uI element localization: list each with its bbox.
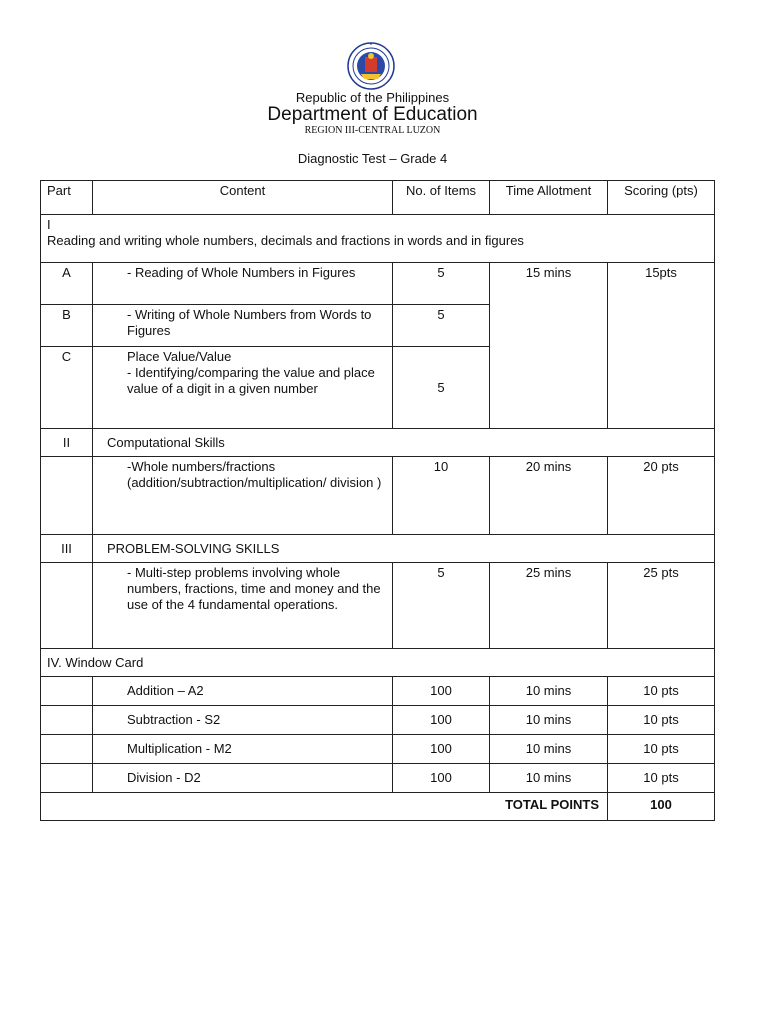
department-title: Department of Education xyxy=(267,104,478,125)
scoring-cell: 25 pts xyxy=(608,563,715,649)
time-cell: 10 mins xyxy=(490,764,608,793)
items-cell: 10 xyxy=(393,457,490,535)
section-row xyxy=(41,429,715,457)
content-cell: - Multi-step problems involving whole numbers, fractions, time and money and the use of the 4 fundamental operations. xyxy=(93,563,393,649)
table-row xyxy=(41,677,715,706)
part-label-empty xyxy=(41,735,93,764)
content-cell xyxy=(93,347,393,429)
content-title: Place Value/Value xyxy=(127,349,232,364)
part-label: A xyxy=(41,263,93,305)
section-title: Computational Skills xyxy=(93,429,715,457)
table-row xyxy=(41,706,715,735)
items-cell: 5 xyxy=(393,305,490,347)
header-row xyxy=(41,181,715,215)
part-label: B xyxy=(41,305,93,347)
table-row xyxy=(41,735,715,764)
scoring-cell: 10 pts xyxy=(608,677,715,706)
time-cell: 25 mins xyxy=(490,563,608,649)
total-value: 100 xyxy=(608,793,715,821)
scoring-cell: 10 pts xyxy=(608,735,715,764)
part-label-empty xyxy=(41,764,93,793)
time-cell: 10 mins xyxy=(490,677,608,706)
content-cell: Multiplication - M2 xyxy=(93,735,393,764)
table-row xyxy=(41,764,715,793)
test-specification-table xyxy=(40,180,715,821)
deped-seal-logo xyxy=(333,42,409,90)
scoring-cell: 10 pts xyxy=(608,706,715,735)
table-row xyxy=(41,263,715,305)
republic-text: Republic of the Philippines xyxy=(295,90,450,105)
section-title: PROBLEM-SOLVING SKILLS xyxy=(93,535,715,563)
content-cell: - Writing of Whole Numbers from Words to Figures xyxy=(93,305,393,347)
content-cell: Addition – A2 xyxy=(93,677,393,706)
part-label-empty xyxy=(41,563,93,649)
scoring-cell: 10 pts xyxy=(608,764,715,793)
total-label: TOTAL POINTS xyxy=(41,793,608,821)
content-detail: - Identifying/comparing the value and place value of a digit in a given number xyxy=(127,365,375,396)
section-numeral: II xyxy=(41,429,93,457)
scoring-cell: 15pts xyxy=(608,263,715,429)
section-row xyxy=(41,649,715,677)
header-part: Part xyxy=(41,181,93,215)
header-content: Content xyxy=(93,181,393,215)
section-numeral: III xyxy=(41,535,93,563)
time-cell: 10 mins xyxy=(490,706,608,735)
part-label-empty xyxy=(41,706,93,735)
content-cell: -Whole numbers/fractions (addition/subtraction/multiplication/ division ) xyxy=(93,457,393,535)
content-cell: Division - D2 xyxy=(93,764,393,793)
time-cell: 20 mins xyxy=(490,457,608,535)
table-row xyxy=(41,563,715,649)
header-scoring: Scoring (pts) xyxy=(608,181,715,215)
items-cell: 100 xyxy=(393,677,490,706)
time-cell: 10 mins xyxy=(490,735,608,764)
items-cell: 5 xyxy=(393,563,490,649)
part-label-empty xyxy=(41,457,93,535)
scoring-cell: 20 pts xyxy=(608,457,715,535)
section-row xyxy=(41,215,715,263)
items-cell: 5 xyxy=(393,263,490,305)
section-1-cell xyxy=(41,215,715,263)
section-numeral: I xyxy=(47,217,51,232)
table-row xyxy=(41,457,715,535)
header-items: No. of Items xyxy=(393,181,490,215)
section-row xyxy=(41,535,715,563)
items-cell: 100 xyxy=(393,735,490,764)
content-cell: Subtraction - S2 xyxy=(93,706,393,735)
items-cell: 100 xyxy=(393,706,490,735)
total-row xyxy=(41,793,715,821)
region-text: REGION III-CENTRAL LUZON xyxy=(304,125,441,136)
time-cell: 15 mins xyxy=(490,263,608,429)
header-time: Time Allotment xyxy=(490,181,608,215)
content-cell: - Reading of Whole Numbers in Figures xyxy=(93,263,393,305)
items-cell: 100 xyxy=(393,764,490,793)
items-cell: 5 xyxy=(393,347,490,429)
part-label-empty xyxy=(41,677,93,706)
section-title: IV. Window Card xyxy=(41,649,715,677)
part-label: C xyxy=(41,347,93,429)
section-title: Reading and writing whole numbers, decimals and fractions in words and in figures xyxy=(47,233,524,248)
test-title: Diagnostic Test – Grade 4 xyxy=(297,151,448,166)
